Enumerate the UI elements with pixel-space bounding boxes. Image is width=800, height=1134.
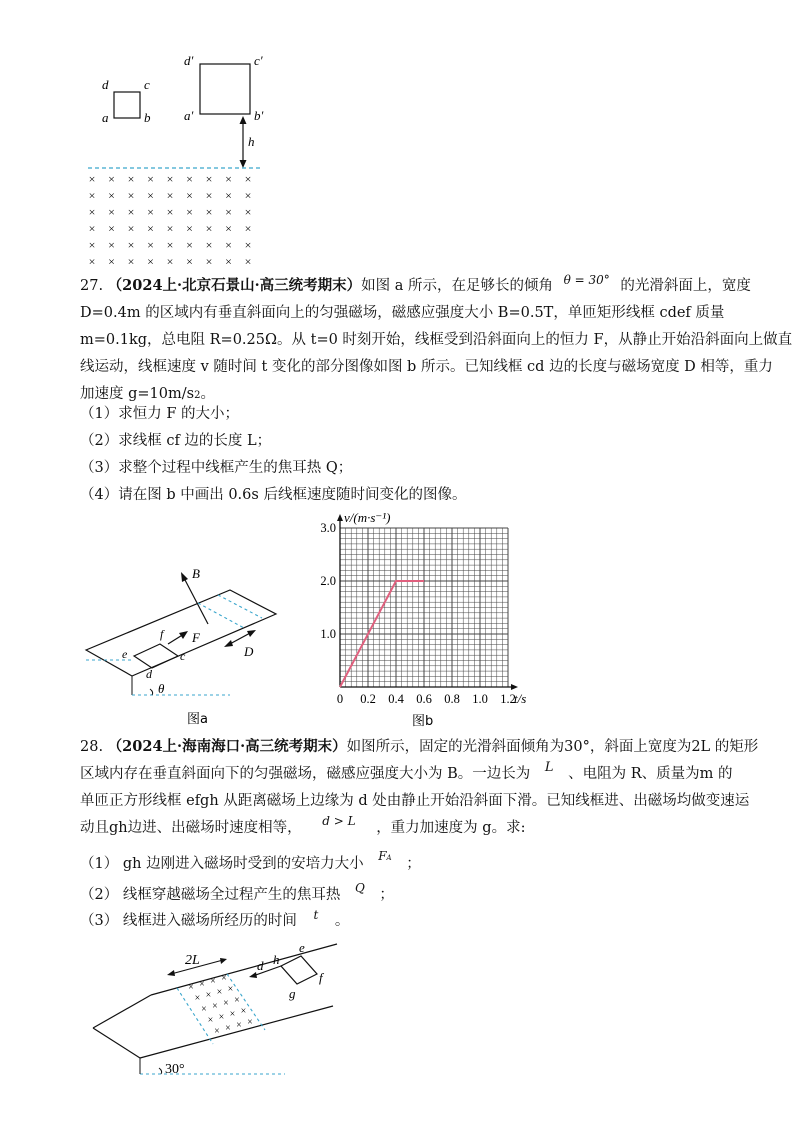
- q27-line4: 线运动，线框速度 v 随时间 t 变化的部分图像如图 b 所示。已知线框 cd 边的长度与磁场宽度 D 相等，重力: [80, 359, 773, 375]
- field-cross: ×: [225, 221, 232, 236]
- q28-line2: 区域内存在垂直斜面向下的匀强磁场，磁感应强度大小为 B。一边长为 L 、电阻为 R、质量为m 的: [80, 760, 733, 782]
- x-tick-label: 0.8: [444, 692, 460, 706]
- field-cross: ×: [207, 1015, 214, 1026]
- figure-q28-incline: [85, 940, 345, 1085]
- label-F: F: [192, 630, 200, 645]
- q27-theta-formula: θ = 30°: [563, 273, 610, 287]
- y-axis-arrow: [337, 514, 343, 521]
- field-cross: ×: [218, 1012, 225, 1023]
- q28-sub1: （1） gh 边刚进入磁场时受到的安培力大小 $^{FA}$ ；: [80, 849, 421, 872]
- x-axis-label: t/s: [514, 691, 527, 706]
- B-arrow-head: [181, 572, 188, 582]
- magnetic-field-grid: [89, 172, 252, 269]
- field-cross: ×: [205, 188, 213, 203]
- field-cross: ×: [147, 205, 154, 219]
- field-cross: ×: [127, 254, 135, 269]
- field-cross: ×: [188, 982, 194, 993]
- q28-formula-Q: Q: [354, 881, 365, 895]
- field-cross: ×: [186, 188, 193, 203]
- field-cross: ×: [244, 188, 252, 203]
- fig-b-caption: 图b: [412, 714, 434, 729]
- field-cross: ×: [186, 172, 193, 186]
- field-cross: ×: [216, 987, 223, 998]
- x-tick-label: 1.0: [472, 692, 488, 706]
- field-cross: ×: [221, 973, 227, 984]
- field-edge-2: [218, 595, 262, 618]
- field-cross: ×: [194, 993, 201, 1004]
- field-cross: ×: [147, 172, 154, 186]
- x-tick-label: 1.2: [500, 692, 516, 706]
- q27-number: 27.: [80, 278, 104, 294]
- label-f: f: [319, 970, 323, 985]
- q27-line2: D=0.4m 的区域内有垂直斜面向上的匀强磁场，磁感应强度大小 B=0.5T，单匝矩形线框 cdef 质量: [80, 305, 725, 321]
- q27-line1-b: 的光滑斜面上，宽度: [620, 278, 751, 294]
- field-cross: ×: [199, 979, 205, 990]
- field-cross: ×: [166, 188, 174, 203]
- label-d: d: [146, 667, 152, 681]
- x-tick-label: 0: [336, 692, 344, 706]
- field-cross: ×: [88, 238, 96, 252]
- field-cross: ×: [225, 188, 232, 203]
- q27-line3: m=0.1kg，总电阻 R=0.25Ω。从 t=0 时刻开始，线框受到沿斜面向上的恒力 F，从静止开始沿斜面向上做直: [80, 332, 793, 348]
- label-c: c: [180, 649, 186, 663]
- field-cross: ×: [166, 238, 174, 252]
- label-theta: θ: [158, 681, 165, 696]
- q28-paragraph: [80, 733, 759, 842]
- field-cross: ×: [108, 172, 115, 186]
- label-d: d: [102, 77, 109, 92]
- field-cross: ×: [166, 205, 174, 219]
- field-cross: ×: [186, 254, 193, 269]
- field-cross: ×: [127, 205, 135, 219]
- field-cross: ×: [88, 172, 96, 186]
- field-cross: ×: [147, 238, 154, 252]
- q28-formula-t: t: [313, 908, 319, 922]
- big-frame: [200, 64, 250, 114]
- field-cross: ×: [234, 995, 240, 1006]
- h-arrow-head-bottom: [240, 160, 247, 168]
- field-cross: ×: [88, 254, 96, 269]
- label-e: e: [122, 647, 128, 661]
- q28-formula-L: L: [544, 760, 554, 775]
- frame-efgh: [281, 956, 317, 984]
- field-cross: ×: [205, 254, 213, 269]
- field-cross: ×: [127, 238, 135, 252]
- q27-line1-a: 如图 a 所示，在足够长的倾角: [361, 278, 558, 294]
- field-cross: ×: [205, 990, 212, 1001]
- x-tick-label: 0.6: [416, 692, 432, 706]
- q28-source: （2024上·海南海口·高三统考期末）: [107, 738, 347, 755]
- field-cross: ×: [186, 221, 193, 236]
- q28-number: 28.: [80, 739, 104, 755]
- q27-line5: 加速度 g=10m/s2。: [80, 386, 215, 402]
- D-arrow-head-right: [247, 630, 256, 637]
- field-cross: ×: [225, 238, 232, 252]
- q28-sub3: （3） 线框进入磁场所经历的时间 $^t$ 。: [80, 908, 350, 929]
- incline-left-edge: [93, 995, 151, 1028]
- field-cross: ×: [147, 188, 154, 203]
- x-axis-arrow: [511, 684, 518, 690]
- field-cross: ×: [214, 1026, 220, 1037]
- field-cross: ×: [223, 998, 229, 1009]
- field-cross: ×: [108, 238, 115, 252]
- incline-top-edge: [151, 944, 337, 995]
- q28-line1: 28. （2024上·海南海口·高三统考期末）如图所示，固定的光滑斜面倾角为30°，斜面上宽度为2L 的矩形: [80, 738, 759, 755]
- field-cross: ×: [166, 221, 174, 236]
- field-cross: ×: [225, 254, 232, 269]
- frame-cdef: [134, 644, 178, 668]
- field-cross: ×: [201, 1004, 207, 1015]
- field-cross: ×: [210, 976, 216, 987]
- field-edge-right: [227, 974, 265, 1030]
- q28-line4: 动且gh边进、出磁场时速度相等， $^{d > L}$ ，重力加速度为 g。求:: [80, 814, 526, 836]
- chart-grid: [340, 528, 508, 687]
- field-cross: ×: [108, 188, 115, 203]
- label-D: D: [244, 644, 254, 659]
- label-g: g: [289, 986, 296, 1001]
- q27-line1: [80, 272, 751, 300]
- label-a: a: [102, 110, 109, 125]
- q27-sub3: （3）求整个过程中线框产生的焦耳热 Q；: [80, 460, 353, 476]
- y-tick-label: 3.0: [320, 521, 336, 535]
- field-cross: ×: [244, 205, 252, 219]
- field-cross: ×: [236, 1020, 242, 1031]
- field-cross: ×: [108, 205, 115, 219]
- field-cross: ×: [244, 238, 252, 252]
- field-cross: ×: [229, 1009, 236, 1020]
- theta-arc: [150, 689, 153, 695]
- fig-a-caption: 图a: [187, 712, 208, 727]
- field-cross: ×: [225, 205, 232, 219]
- field-cross: ×: [147, 254, 154, 269]
- y-tick-label: 2.0: [320, 574, 336, 588]
- field-cross: ×: [205, 238, 213, 252]
- y-axis-label: v/(m·s⁻¹): [344, 510, 391, 525]
- q27-paragraph: [80, 272, 793, 409]
- force-arrow-head: [179, 631, 188, 639]
- q28-line3: 单匝正方形线框 efgh 从距离磁场上边缘为 d 处由静止开始沿斜面下滑。已知线框进、出磁场均做变速运: [80, 793, 750, 809]
- field-cross: ×: [127, 221, 135, 236]
- width-arrow-head-left: [167, 970, 175, 976]
- field-cross: ×: [108, 254, 115, 269]
- field-edge-1: [198, 603, 244, 628]
- incline-bottom-edge: [93, 1028, 140, 1058]
- q27-sub1: （1）求恒力 F 的大小；: [80, 406, 240, 422]
- field-cross: ×: [127, 172, 135, 186]
- field-cross: ×: [240, 1006, 247, 1017]
- field-cross: ×: [212, 1001, 218, 1012]
- field-cross: ×: [147, 221, 154, 236]
- field-cross: ×: [186, 238, 193, 252]
- label-e: e: [299, 940, 305, 955]
- d-arrow-head: [249, 972, 257, 978]
- q27-sub2: （2）求线框 cf 边的长度 L；: [80, 433, 272, 449]
- chart-ticks: [320, 521, 515, 706]
- field-cross: ×: [205, 221, 213, 236]
- q28-sub2: （2） 线框穿越磁场全过程产生的焦耳热 $^Q$ ；: [80, 881, 394, 903]
- field-cross: ×: [244, 172, 252, 186]
- label-h: h: [273, 952, 280, 967]
- field-cross: ×: [166, 172, 174, 186]
- label-a-prime: a′: [184, 108, 194, 123]
- label-d-prime: d′: [184, 53, 194, 68]
- figure-a-incline: [80, 560, 290, 730]
- figure-b-vt-chart: [300, 505, 530, 730]
- field-cross: ×: [225, 1023, 231, 1034]
- field-cross: ×: [166, 254, 174, 269]
- field-cross: ×: [127, 188, 135, 203]
- field-cross: ×: [88, 205, 96, 219]
- y-tick-label: 1.0: [320, 627, 336, 641]
- field-cross: ×: [244, 254, 252, 269]
- field-cross: ×: [225, 172, 232, 186]
- label-b: b: [144, 110, 151, 125]
- label-b-prime: b′: [254, 108, 264, 123]
- incline-slope: [140, 1006, 333, 1058]
- field-cross: ×: [88, 221, 96, 236]
- q28-formula-d-gt-L: d > L: [322, 814, 356, 828]
- label-c: c: [144, 77, 150, 92]
- angle-arc: [159, 1068, 162, 1074]
- x-tick-label: 0.2: [360, 692, 376, 706]
- field-cross: ×: [227, 984, 234, 995]
- label-f: f: [160, 627, 164, 641]
- label-c-prime: c′: [254, 53, 263, 68]
- field-cross: ×: [108, 221, 115, 236]
- field-cross: ×: [186, 205, 193, 219]
- label-2L: 2L: [185, 953, 200, 968]
- label-30deg: 30°: [165, 1062, 185, 1077]
- label-h: h: [248, 134, 255, 149]
- q28-formula-FA: FA: [378, 849, 392, 863]
- field-cross: ×: [247, 1017, 253, 1028]
- figure-falling-frames: [80, 40, 280, 270]
- q27-source: （2024上·北京石景山·高三统考期末）: [107, 277, 362, 294]
- field-cross: ×: [244, 221, 252, 236]
- field-cross: ×: [205, 205, 213, 219]
- field-cross: ×: [205, 172, 213, 186]
- field-cross: ×: [88, 188, 96, 203]
- x-tick-label: 0.4: [388, 692, 404, 706]
- small-frame: [114, 92, 140, 118]
- label-d: d: [257, 958, 264, 973]
- q27-sub4: （4）请在图 b 中画出 0.6s 后线框速度随时间变化的图像。: [80, 487, 467, 503]
- width-arrow-head-right: [220, 958, 227, 964]
- D-arrow-head-left: [224, 640, 233, 647]
- h-arrow-head-top: [240, 116, 247, 124]
- label-B: B: [192, 566, 200, 581]
